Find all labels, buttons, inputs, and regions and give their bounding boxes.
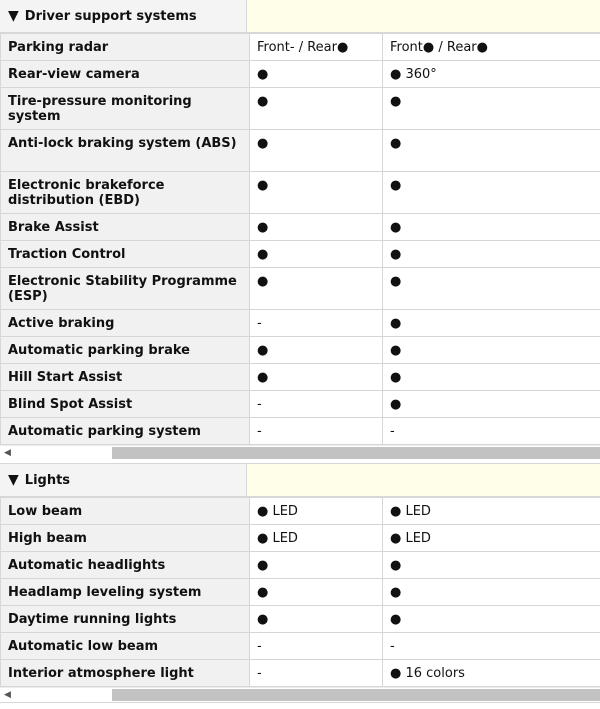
row-label: Parking radar	[1, 34, 250, 61]
cell-value-1: ●	[250, 172, 383, 214]
cell-value-2: ● LED	[383, 498, 600, 525]
scrollbar-thumb[interactable]	[112, 689, 600, 701]
cell-value-2: ●	[383, 310, 600, 337]
table-row	[1, 172, 600, 214]
row-label: Traction Control	[1, 241, 250, 268]
row-label: Rear-view camera	[1, 61, 250, 88]
cell-value-1: ● LED	[250, 498, 383, 525]
horizontal-scrollbar[interactable]	[0, 687, 600, 702]
cell-value-2: ●	[383, 172, 600, 214]
table-row	[1, 337, 600, 364]
cell-value-2: ●	[383, 130, 600, 172]
scrollbar-thumb[interactable]	[112, 447, 600, 459]
cell-value-1: -	[250, 660, 383, 687]
row-label: Electronic Stability Programme (ESP)	[1, 268, 250, 310]
table-row	[1, 34, 600, 61]
cell-value-1: ● LED	[250, 525, 383, 552]
cell-value-2: ●	[383, 606, 600, 633]
cell-value-1: ●	[250, 606, 383, 633]
table-row	[1, 552, 600, 579]
row-label: Interior atmosphere light	[1, 660, 250, 687]
cell-value-1: -	[250, 418, 383, 445]
cell-value-2: ● LED	[383, 525, 600, 552]
section-header[interactable]	[0, 463, 600, 497]
cell-value-2: ●	[383, 268, 600, 310]
cell-value-2: ●	[383, 337, 600, 364]
row-label: Automatic parking brake	[1, 337, 250, 364]
cell-value-2: ●	[383, 364, 600, 391]
cell-value-2: Front● / Rear●	[383, 34, 600, 61]
section-header-fill	[247, 464, 600, 496]
table-row	[1, 391, 600, 418]
cell-value-1: ●	[250, 214, 383, 241]
section-header[interactable]	[0, 0, 600, 33]
table-row	[1, 88, 600, 130]
triangle-down-icon[interactable]: ▼	[8, 472, 19, 488]
cell-value-1: ●	[250, 88, 383, 130]
section-title: Driver support systems	[25, 9, 197, 24]
row-label: Hill Start Assist	[1, 364, 250, 391]
cell-value-1: ●	[250, 241, 383, 268]
cell-value-2: ●	[383, 214, 600, 241]
table-row	[1, 498, 600, 525]
section-lights	[0, 463, 600, 709]
table-row	[1, 241, 600, 268]
table-row	[1, 418, 600, 445]
triangle-down-icon[interactable]: ▼	[8, 8, 19, 24]
row-label: Brake Assist	[1, 214, 250, 241]
table-row	[1, 268, 600, 310]
cell-value-1: -	[250, 391, 383, 418]
row-label: Electronic brakeforce distribution (EBD)	[1, 172, 250, 214]
section-header-label[interactable]	[0, 464, 247, 496]
table-row	[1, 525, 600, 552]
spec-table	[0, 33, 600, 445]
cell-value-1: ●	[250, 268, 383, 310]
table-row	[1, 633, 600, 660]
cell-value-2: ●	[383, 391, 600, 418]
cell-value-1: ●	[250, 61, 383, 88]
cell-value-1: ●	[250, 552, 383, 579]
section-title: Lights	[25, 473, 70, 488]
cell-value-2: ● 360°	[383, 61, 600, 88]
cell-value-2: ●	[383, 241, 600, 268]
section-header-fill	[247, 0, 600, 32]
table-row	[1, 579, 600, 606]
section-header-label[interactable]	[0, 0, 247, 32]
row-label: Blind Spot Assist	[1, 391, 250, 418]
row-label: Low beam	[1, 498, 250, 525]
cell-value-1: -	[250, 310, 383, 337]
row-label: Tire-pressure monitoring system	[1, 88, 250, 130]
cell-value-1: ●	[250, 130, 383, 172]
row-label: Daytime running lights	[1, 606, 250, 633]
row-label: High beam	[1, 525, 250, 552]
table-row	[1, 310, 600, 337]
row-label: Active braking	[1, 310, 250, 337]
cell-value-2: ●	[383, 552, 600, 579]
row-label: Automatic headlights	[1, 552, 250, 579]
cell-value-2: -	[383, 418, 600, 445]
cell-value-1: ●	[250, 579, 383, 606]
spec-table	[0, 497, 600, 687]
table-row	[1, 130, 600, 172]
horizontal-scrollbar[interactable]	[0, 445, 600, 460]
cell-value-2: ● 16 colors	[383, 660, 600, 687]
cell-value-1: Front- / Rear●	[250, 34, 383, 61]
cell-value-2: ●	[383, 88, 600, 130]
table-row	[1, 214, 600, 241]
scroll-left-arrow-icon[interactable]: ◀	[4, 690, 11, 700]
cell-value-1: -	[250, 633, 383, 660]
cell-value-1: ●	[250, 337, 383, 364]
cell-value-2: -	[383, 633, 600, 660]
row-label: Automatic parking system	[1, 418, 250, 445]
cell-value-2: ●	[383, 579, 600, 606]
row-label: Headlamp leveling system	[1, 579, 250, 606]
table-row	[1, 606, 600, 633]
row-label: Anti-lock braking system (ABS)	[1, 130, 250, 172]
table-row	[1, 364, 600, 391]
table-row	[1, 660, 600, 687]
cell-value-1: ●	[250, 364, 383, 391]
row-label: Automatic low beam	[1, 633, 250, 660]
scroll-left-arrow-icon[interactable]: ◀	[4, 448, 11, 458]
table-row	[1, 61, 600, 88]
